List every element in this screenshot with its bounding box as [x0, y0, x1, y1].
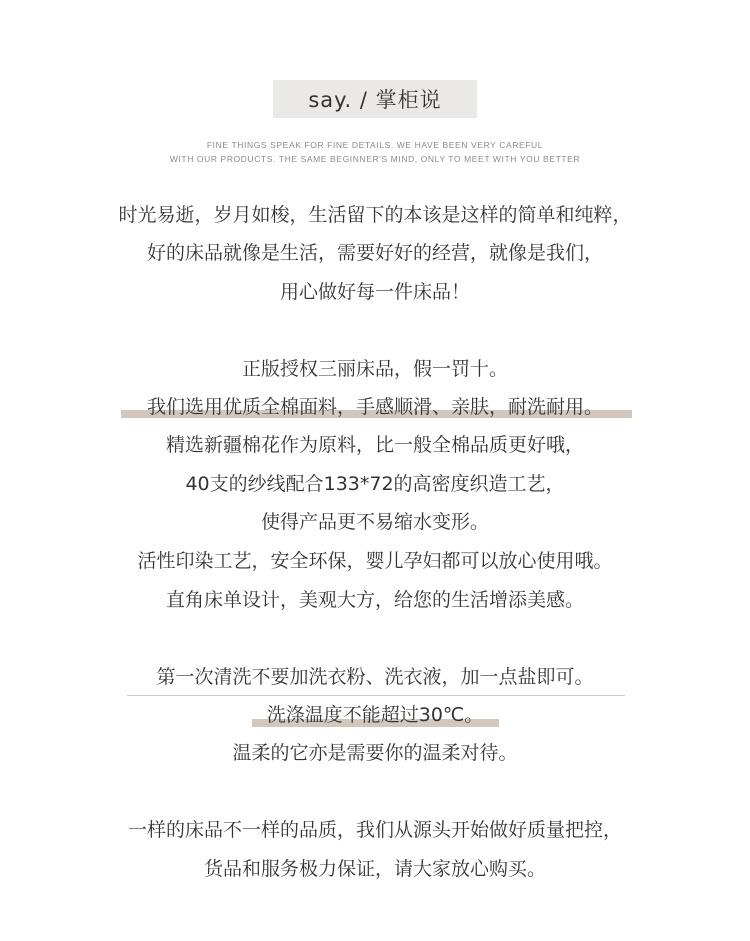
header-title: say. / 掌柜说	[308, 88, 442, 112]
care-line: 第一次清洗不要加洗衣粉、洗衣液，加一点盐即可。	[156, 666, 594, 688]
header-title-box	[273, 80, 477, 118]
care-line: 温柔的它亦是需要你的温柔对待。	[232, 742, 518, 764]
header-subtitle-line-1: FINE THINGS SPEAK FOR FINE DETAILS. WE HAVE BEEN VERY CAREFUL	[206, 140, 544, 150]
care-line-highlighted: 洗涤温度不能超过30℃。	[266, 704, 484, 726]
intro-line: 时光易逝，岁月如梭，生活留下的本该是这样的简单和纯粹，	[118, 204, 632, 226]
intro-line: 好的床品就像是生活，需要好好的经营，就像是我们，	[146, 242, 603, 264]
feature-line: 精选新疆棉花作为原料，比一般全棉品质更好哦，	[165, 434, 584, 456]
closing-line: 一样的床品不一样的品质，我们从源头开始做好质量把控，	[127, 819, 622, 841]
closing-line: 货品和服务极力保证，请大家放心购买。	[203, 858, 546, 880]
feature-line: 正版授权三丽床品，假一罚十。	[241, 358, 508, 380]
header-subtitle-line-2: WITH OUR PRODUCTS. THE SAME BEGINNER'S MIND, ONLY TO MEET WITH YOU BETTER	[169, 154, 581, 164]
feature-line: 活性印染工艺，安全环保，婴儿孕妇都可以放心使用哦。	[137, 550, 613, 572]
feature-line: 40支的纱线配合133*72的高密度织造工艺，	[185, 473, 565, 495]
feature-line: 使得产品更不易缩水变形。	[260, 511, 489, 533]
feature-line: 直角床单设计，美观大方，给您的生活增添美感。	[165, 589, 584, 611]
divider-rule	[127, 695, 625, 696]
feature-line-highlighted: 我们选用优质全棉面料，手感顺滑、亲肤，耐洗耐用。	[146, 396, 603, 418]
intro-line: 用心做好每一件床品！	[279, 281, 470, 303]
